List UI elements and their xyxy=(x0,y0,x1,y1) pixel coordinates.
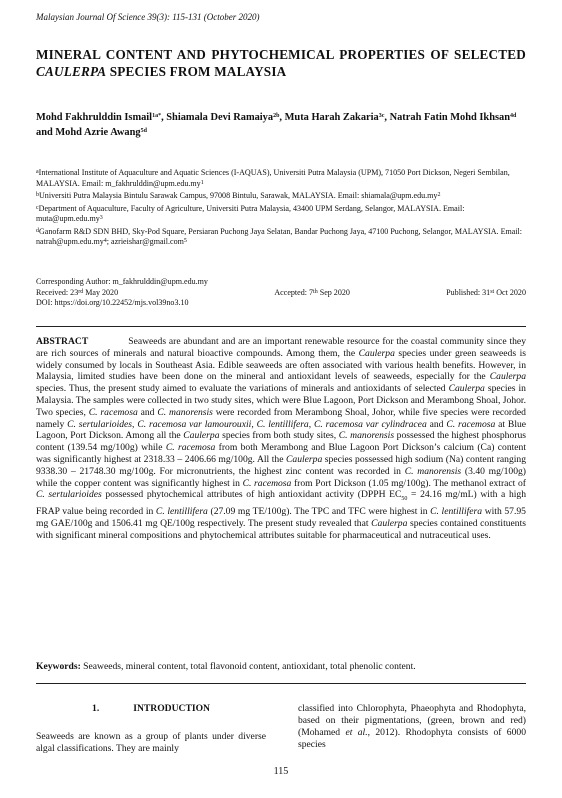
affiliation: $^b$Universiti Putra Malaysia Bintulu Sarawak Campus, 97008 Bintulu, Sarawak, MALAYSIA. Email: $shiamala@upm.edu.my^2$ xyxy=(36,191,441,200)
affiliation: $^a$International Institute of Aquaculture and Aquatic Sciences (I-AQUAS), Universiti Putra Malaysia (UPM), 71050 Port Dickson, Negeri Sembilan, MALAYSIA. Email: $m\_fakhrulddin@upm.edu.my^1$ xyxy=(36,168,510,188)
affiliations xyxy=(36,168,526,248)
accepted-date: Accepted: 7th Sep 2020 xyxy=(274,287,350,297)
dates-row xyxy=(36,288,526,299)
section-number: 1. xyxy=(92,703,100,714)
paper-title xyxy=(36,46,526,80)
affiliation: $^d$Ganofarm R&D SDN BHD, Sky-Pod Square, Persiaran Puchong Jaya Selatan, Bandar Puchong Jaya, 47100 Puchong, Selangor, MALAYSIA. Email: $natrah@upm.edu.my^4$; azrieishar@gmail.com$^5$ xyxy=(36,226,523,246)
intro-text-right: classified into Chlorophyta, Phaeophyta and Rhodophyta, based on their pigmentations, (green, brown and red) (Mohamed et al., 2012). Rhodophyta consists of 6000 species xyxy=(298,703,526,750)
doi-link[interactable]: DOI: https://doi.org/10.22452/mjs.vol39no3.10 xyxy=(36,298,189,307)
section-heading xyxy=(36,703,266,715)
journal-header: Malaysian Journal Of Science 39(3): 115-131 (October 2020) xyxy=(36,12,260,22)
received-date: Received: 23rd May 2020 xyxy=(36,287,119,297)
keywords-label: Keywords: xyxy=(36,661,81,672)
article-meta xyxy=(36,277,526,309)
keywords xyxy=(36,661,526,673)
title-part2: SPECIES FROM MALAYSIA xyxy=(106,64,287,79)
title-part1: MINERAL CONTENT AND PHYTOCHEMICAL PROPERTIES OF SELECTED xyxy=(36,47,526,62)
author-name: Mohd Fakhrulddin Ismail xyxy=(36,112,153,123)
abstract-text: Seaweeds are abundant and are an important renewable resource for the coastal community since they are rich sources of minerals and natural bioactive compounds. Among them, the Caulerpa species under green seaweeds is widely consumed by locals in Southeast Asia. Edible seaweeds are often associated with various health benefits. However, in Malaysia, limited studies have been done on the mineral and antioxidant levels of seaweeds, especially for the Caulerpa species. Thus, the present study aimed to evaluate the variations of minerals and antioxidants of selected Caulerpa species in Malaysia. The samples were collected in two study sites, which were Blue Lagoon, Port Dickson and Merambong Shoal, Johor. Two species, C. racemosa and C. manorensis were recorded from Merambong Shoal, Johor, while five species were recorded namely C. sertularioides, C. racemosa var lamourouxii, C. lentillifera, C. racemosa var cylindracea and C. racemosa at Blue Lagoon, Port Dickson. Among all the Caulerpa species from both study sites, C. manorensis possessed the highest phosphorus content (139.54 mg/100g) while C. racemosa from both Merambong and Blue Lagoon Port Dickson’s calcium (Ca) content was significantly highest at 2318.33 – 2406.66 mg/100g. All the Caulerpa species possessed high sodium (Na) content ranging 9338.30 – 21748.30 mg/100g. For micronutrients, the highest zinc content was recorded in C. manorensis (3.40 mg/100g) while the copper content was significantly highest in C. racemosa from Port Dickson (1.05 mg/100g). The methanol extract of C. sertularioides possessed phytochemical attributes of high antioxidant activity (DPPH $EC_{50} = 24.16$ mg/mL) with a high FRAP value being recorded in C. lentillifera (27.09 mg TE/100g). The TPC and TFC were highest in C. lentillifera with 57.95 mg GAE/100g and 1506.41 mg QE/100g respectively. The present study revealed that Caulerpa species contained constituents with significant mineral compositions and phytochemical attributes suitable for pharmaceutical and nutraceutical uses. xyxy=(36,336,527,541)
author-name: Natrah Fatin Mohd Ikhsan xyxy=(389,112,510,123)
section-title: INTRODUCTION xyxy=(133,703,210,714)
keywords-text: Seaweeds, mineral content, total flavonoid content, antioxidant, total phenolic content. xyxy=(80,661,416,672)
abstract xyxy=(36,336,526,541)
author-list: Mohd Fakhrulddin Ismail$^{1a*}$, Shiamala Devi Ramaiya$^{2b}$, Muta Harah Zakaria$^{3c}$, Natrah Fatin Mohd Ikhsan$^{4d}$ and Mohd Azrie Awang$^{5d}$ xyxy=(36,112,517,138)
intro-column-left xyxy=(36,703,266,755)
corresponding-author: Corresponding Author: m_fakhrulddin@upm.edu.my xyxy=(36,277,208,286)
page-number: 115 xyxy=(273,766,289,777)
author-name: Muta Harah Zakaria xyxy=(284,112,379,123)
affiliation: $^c$Department of Aquaculture, Faculty of Agriculture, Universiti Putra Malaysia, 43400 UPM Serdang, Selangor, MALAYSIA. Email: $muta@upm.edu.my^3$ xyxy=(36,203,465,223)
abstract-label: ABSTRACT xyxy=(36,336,89,347)
author-name: Shiamala Devi Ramaiya xyxy=(166,112,274,123)
title-genus: CAULERPA xyxy=(36,64,107,79)
divider-top xyxy=(36,326,526,327)
author-name: Mohd Azrie Awang xyxy=(55,127,141,138)
intro-column-right xyxy=(298,703,526,751)
intro-text-left: Seaweeds are known as a group of plants under diverse algal classifications. They are mainly xyxy=(36,731,266,754)
divider-bottom xyxy=(36,683,526,684)
published-date: Published: 31st Oct 2020 xyxy=(446,287,526,297)
